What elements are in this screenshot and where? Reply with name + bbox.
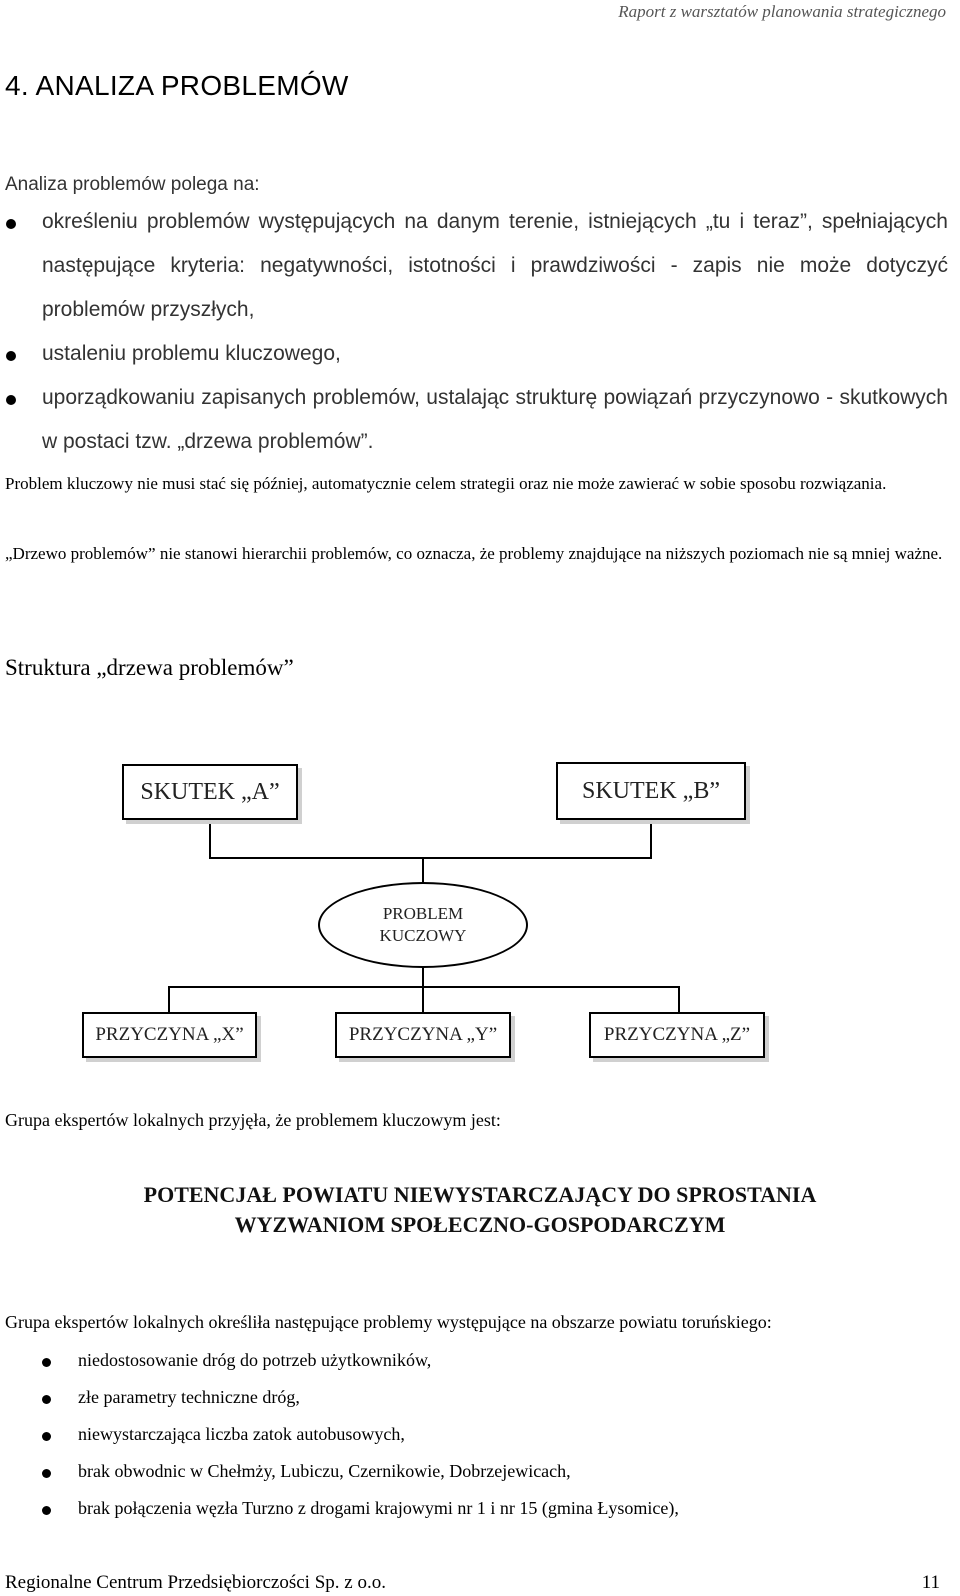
- bullet-dot: [6, 395, 16, 405]
- key-problem-line: POTENCJAŁ POWIATU NIEWYSTARCZAJĄCY DO SPROSTANIA: [143, 1182, 817, 1207]
- connector-line: [209, 857, 652, 859]
- key-problem-intro: Grupa ekspertów lokalnych przyjęła, że problemem kluczowym jest:: [5, 1110, 501, 1130]
- cause-y-box: PRZYCZYNA „Y”: [335, 1012, 511, 1058]
- bullet-dot: [42, 1506, 51, 1515]
- problems-list: [0, 1350, 960, 1540]
- key-problem-line: WYZWANIOM SPOŁECZNO-GOSPODARCZYM: [234, 1212, 726, 1237]
- paragraph: Problem kluczowy nie musi stać się później, automatycznie celem strategii oraz nie może zawierać w sobie sposobu rozwiązania.: [5, 474, 887, 493]
- problem-item: brak połączenia węzła Turzno z drogami krajowymi nr 1 i nr 15 (gmina Łysomice),: [78, 1498, 679, 1518]
- footer-organization: Regionalne Centrum Przedsiębiorczości Sp. z o.o.: [5, 1572, 386, 1593]
- connector-line: [678, 986, 680, 1012]
- problem-item: niedostosowanie dróg do potrzeb użytkowników,: [78, 1350, 432, 1370]
- problem-item: złe parametry techniczne dróg,: [78, 1387, 300, 1407]
- key-problem-line1: PROBLEM: [382, 904, 464, 923]
- connector-line: [168, 986, 680, 988]
- key-problem-statement: [0, 1180, 960, 1240]
- bullet-item: uporządkowaniu zapisanych problemów, ustalając strukturę powiązań przyczynowo - skutkowych w postaci tzw. „drzewa problemów”.: [42, 386, 948, 453]
- intro-text: Analiza problemów polega na:: [5, 174, 260, 195]
- bullet-item: ustaleniu problemu kluczowego,: [42, 342, 341, 365]
- bullet-dot: [42, 1469, 51, 1478]
- problem-item: niewystarczająca liczba zatok autobusowych,: [78, 1424, 405, 1444]
- key-problem-oval: [318, 882, 528, 968]
- bullet-dot: [42, 1395, 51, 1404]
- bullet-dot: [6, 219, 16, 229]
- bullet-item: określeniu problemów występujących na danym terenie, istniejących „tu i teraz”, spełniających następujące kryteria: negatywności, istotności i prawdziwości - zapis nie może dotyczyć problemów przyszłych,: [42, 210, 948, 321]
- connector-line: [209, 820, 211, 858]
- bullet-dot: [6, 351, 16, 361]
- connector-line: [422, 986, 424, 1012]
- connector-line: [422, 967, 424, 987]
- key-problem-line2: KUCZOWY: [379, 926, 467, 945]
- bullet-dot: [42, 1432, 51, 1441]
- effect-b-box: SKUTEK „B”: [556, 762, 746, 820]
- cause-x-box: PRZYCZYNA „X”: [82, 1012, 257, 1058]
- page-number: 11: [921, 1572, 940, 1593]
- connector-line: [650, 820, 652, 858]
- paragraph: „Drzewo problemów” nie stanowi hierarchii problemów, co oznacza, że problemy znajdujące na niższych poziomach nie są mniej ważne.: [5, 544, 943, 563]
- connector-line: [422, 857, 424, 883]
- section-heading: 4. ANALIZA PROBLEMÓW: [5, 70, 349, 101]
- cause-z-box: PRZYCZYNA „Z”: [589, 1012, 765, 1058]
- effect-a-box: SKUTEK „A”: [122, 764, 298, 820]
- running-header: Raport z warsztatów planowania strategicznego: [618, 2, 946, 21]
- problem-item: brak obwodnic w Chełmży, Lubiczu, Czernikowie, Dobrzejewicach,: [78, 1461, 571, 1481]
- connector-line: [168, 986, 170, 1012]
- bullet-dot: [42, 1358, 51, 1367]
- tree-title: Struktura „drzewa problemów”: [5, 655, 294, 680]
- problems-intro: Grupa ekspertów lokalnych określiła następujące problemy występujące na obszarze powiatu toruńskiego:: [5, 1312, 772, 1332]
